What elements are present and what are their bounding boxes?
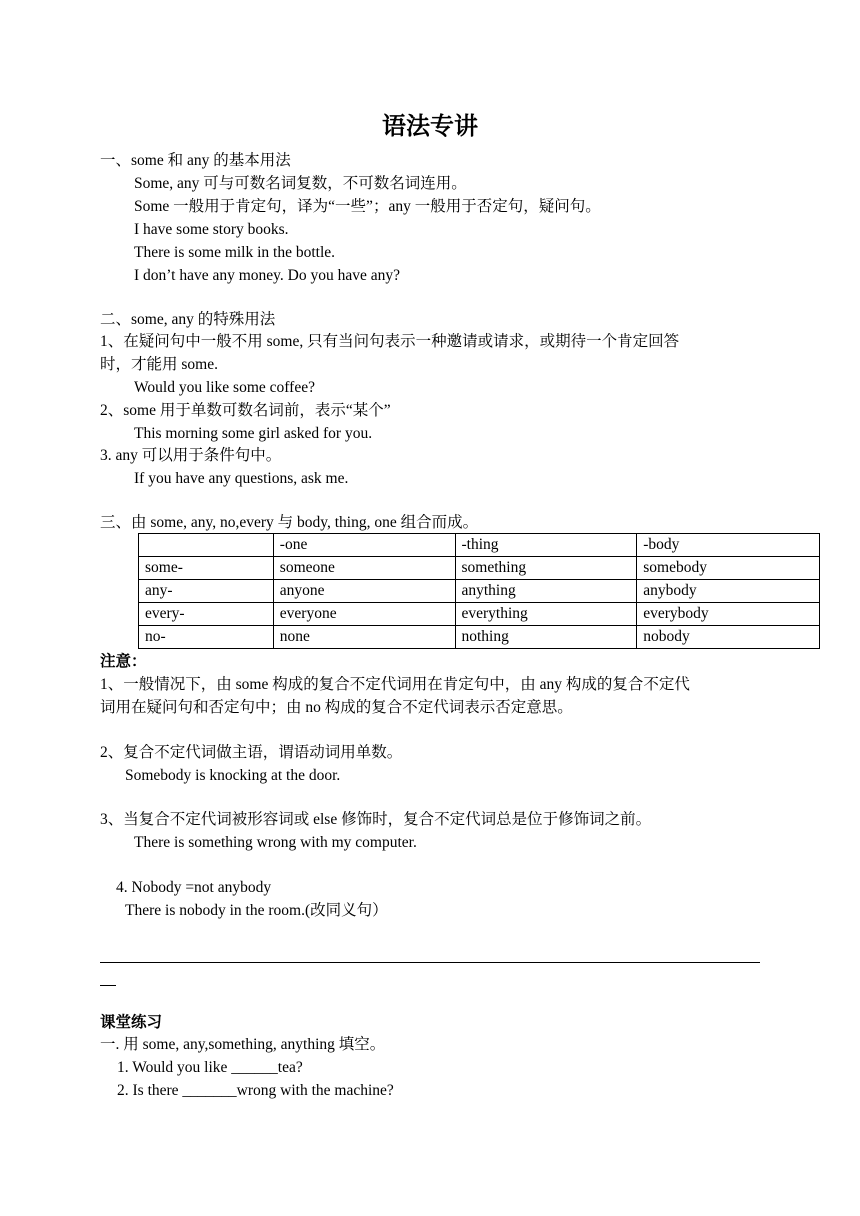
table-row bbox=[139, 603, 820, 626]
compound-pronoun-table bbox=[138, 533, 820, 649]
table-cell: no- bbox=[139, 626, 274, 649]
table-row bbox=[139, 626, 820, 649]
table-cell: nobody bbox=[637, 626, 820, 649]
table-row bbox=[139, 557, 820, 580]
table-cell: everybody bbox=[637, 603, 820, 626]
notes-heading: 注意： bbox=[100, 653, 147, 670]
section-2-example-2: This morning some girl asked for you. bbox=[134, 425, 373, 442]
practice-question-1: 1. Would you like ______tea? bbox=[117, 1059, 303, 1076]
section-1-example-3: I don’t have any money. Do you have any? bbox=[134, 267, 401, 284]
table-cell: -thing bbox=[455, 534, 637, 557]
table-cell: anyone bbox=[273, 580, 455, 603]
note-2-example: Somebody is knocking at the door. bbox=[125, 767, 341, 784]
section-2-example-1: Would you like some coffee? bbox=[134, 379, 315, 396]
table-cell: -one bbox=[273, 534, 455, 557]
note-1b: 词用在疑问句和否定句中；由 no 构成的复合不定代词表示否定意思。 bbox=[100, 699, 573, 716]
table-cell bbox=[139, 534, 274, 557]
table-cell: -body bbox=[637, 534, 820, 557]
table-row bbox=[139, 534, 820, 557]
note-2: 2、复合不定代词做主语，谓语动词用单数。 bbox=[100, 744, 403, 761]
table-cell: any- bbox=[139, 580, 274, 603]
page-title: 语法专讲 bbox=[382, 114, 478, 140]
table-cell: something bbox=[455, 557, 637, 580]
section-1-line-1: Some, any 可与可数名词复数，不可数名词连用。 bbox=[134, 175, 467, 192]
table-cell: someone bbox=[273, 557, 455, 580]
note-4: 4. Nobody =not anybody bbox=[116, 879, 272, 896]
table-cell: anything bbox=[455, 580, 637, 603]
table-row bbox=[139, 580, 820, 603]
section-2-example-3: If you have any questions, ask me. bbox=[134, 470, 349, 487]
section-1-line-2: Some 一般用于肯定句，译为“一些”；any 一般用于否定句，疑问句。 bbox=[134, 198, 601, 215]
section-2-point-2: 2、some 用于单数可数名词前，表示“某个” bbox=[100, 402, 391, 419]
section-2-heading: 二、some, any 的特殊用法 bbox=[100, 311, 276, 328]
section-2-point-1a: 1、在疑问句中一般不用 some, 只有当问句表示一种邀请或请求，或期待一个肯定回答 bbox=[100, 333, 680, 350]
table-cell: none bbox=[273, 626, 455, 649]
note-4-example: There is nobody in the room.(改同义句） bbox=[125, 902, 388, 919]
divider-line-continued bbox=[100, 985, 116, 986]
section-2-point-3: 3. any 可以用于条件句中。 bbox=[100, 447, 282, 464]
table-cell: every- bbox=[139, 603, 274, 626]
note-3-example: There is something wrong with my computer. bbox=[134, 834, 417, 851]
practice-instructions: 一. 用 some, any,something, anything 填空。 bbox=[100, 1036, 386, 1053]
table-cell: everyone bbox=[273, 603, 455, 626]
section-1-example-2: There is some milk in the bottle. bbox=[134, 244, 336, 261]
note-3: 3、当复合不定代词被形容词或 else 修饰时，复合不定代词总是位于修饰词之前。 bbox=[100, 811, 652, 828]
table-cell: anybody bbox=[637, 580, 820, 603]
section-2-point-1b: 时，才能用 some. bbox=[100, 356, 218, 373]
table-cell: nothing bbox=[455, 626, 637, 649]
section-1-heading: 一、some 和 any 的基本用法 bbox=[100, 152, 291, 169]
section-3-heading: 三、由 some, any, no,every 与 body, thing, one 组合而成。 bbox=[100, 514, 479, 531]
table-cell: somebody bbox=[637, 557, 820, 580]
practice-question-2: 2. Is there _______wrong with the machine? bbox=[117, 1082, 394, 1099]
practice-heading: 课堂练习 bbox=[100, 1014, 163, 1031]
section-1-example-1: I have some story books. bbox=[134, 221, 289, 238]
note-1a: 1、一般情况下，由 some 构成的复合不定代词用在肯定句中，由 any 构成的复合不定代 bbox=[100, 676, 690, 693]
table-cell: some- bbox=[139, 557, 274, 580]
divider-line bbox=[100, 962, 760, 963]
table-cell: everything bbox=[455, 603, 637, 626]
